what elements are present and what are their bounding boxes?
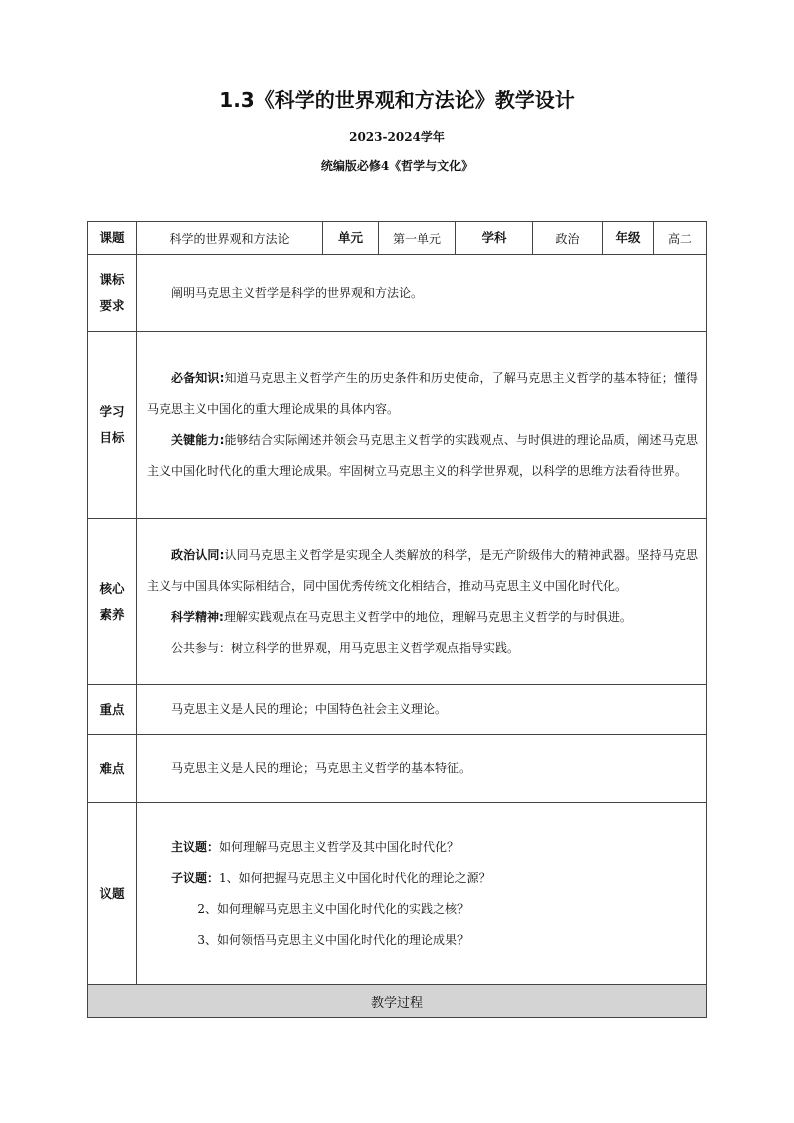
main-topic: 主议题：如何理解马克思主义哲学及其中国化时代化？ [171, 839, 460, 854]
subject-value: 政治 [533, 222, 603, 255]
school-year: 2023-2024学年 [349, 130, 445, 144]
goals-content [137, 332, 707, 519]
grade-label: 年级 [603, 222, 654, 255]
discussion-row [88, 803, 707, 985]
key-point-content [137, 685, 707, 735]
textbook-edition: 统编版必修4《哲学与文化》 [320, 159, 474, 173]
sub-topic-1: 子议题：1、如何把握马克思主义中国化时代化的理论之源？ [171, 870, 491, 885]
literacy-row [88, 519, 707, 685]
key-point-row [88, 685, 707, 735]
goals-row [88, 332, 707, 519]
difficulty-text: 马克思主义是人民的理论；马克思主义哲学的基本特征。 [171, 761, 472, 775]
topic-value: 科学的世界观和方法论 [137, 222, 323, 255]
discussion-content [137, 803, 707, 985]
goal-ability: 关键能力:能够结合实际阐述并领会马克思主义哲学的实践观点、与时俱进的理论品质，阐述马克思主义中国化时代化的重大理论成果。牢固树立马克思主义的科学世界观，以科学的思维方法看待世界。 [147, 433, 698, 478]
literacy-public: 公共参与：树立科学的世界观，用马克思主义哲学观点指导实践。 [171, 640, 520, 655]
standard-content [137, 255, 707, 332]
difficulty-content [137, 735, 707, 803]
key-point-text: 马克思主义是人民的理论；中国特色社会主义理论。 [171, 702, 448, 716]
literacy-science: 科学精神:理解实践观点在马克思主义哲学中的地位，理解马克思主义哲学的与时俱进。 [171, 609, 632, 624]
lesson-plan-table [87, 221, 707, 1018]
sub-topic-2: 2、如何理解马克思主义中国化时代化的实践之核？ [197, 901, 470, 916]
goal-knowledge: 必备知识:知道马克思主义哲学产生的历史条件和历史使命，了解马克思主义哲学的基本特征；懂得马克思主义中国化的重大理论成果的具体内容。 [147, 371, 698, 416]
literacy-content [137, 519, 707, 685]
discussion-label: 议题 [88, 803, 137, 985]
subject-label: 学科 [456, 222, 533, 255]
standard-label: 课标 要求 [88, 255, 137, 332]
topic-label: 课题 [88, 222, 137, 255]
literacy-political: 政治认同:认同马克思主义哲学是实现全人类解放的科学，是无产阶级伟大的精神武器。坚持马克思主义与中国具体实际相结合，同中国优秀传统文化相结合，推动马克思主义中国化时代化。 [147, 547, 698, 593]
difficulty-row [88, 735, 707, 803]
standard-text: 阐明马克思主义哲学是科学的世界观和方法论。 [171, 285, 424, 300]
process-heading: 教学过程 [88, 985, 707, 1018]
document-title: 1.3《科学的世界观和方法论》教学设计 [219, 88, 575, 112]
goals-label: 学习 目标 [88, 332, 137, 519]
unit-value: 第一单元 [379, 222, 456, 255]
key-point-label: 重点 [88, 685, 137, 735]
literacy-label: 核心 素养 [88, 519, 137, 685]
grade-value: 高二 [654, 222, 707, 255]
info-row [88, 222, 707, 255]
sub-topic-3: 3、如何领悟马克思主义中国化时代化的理论成果？ [197, 932, 470, 947]
standard-row [88, 255, 707, 332]
difficulty-label: 难点 [88, 735, 137, 803]
process-row [88, 985, 707, 1018]
unit-label: 单元 [323, 222, 379, 255]
